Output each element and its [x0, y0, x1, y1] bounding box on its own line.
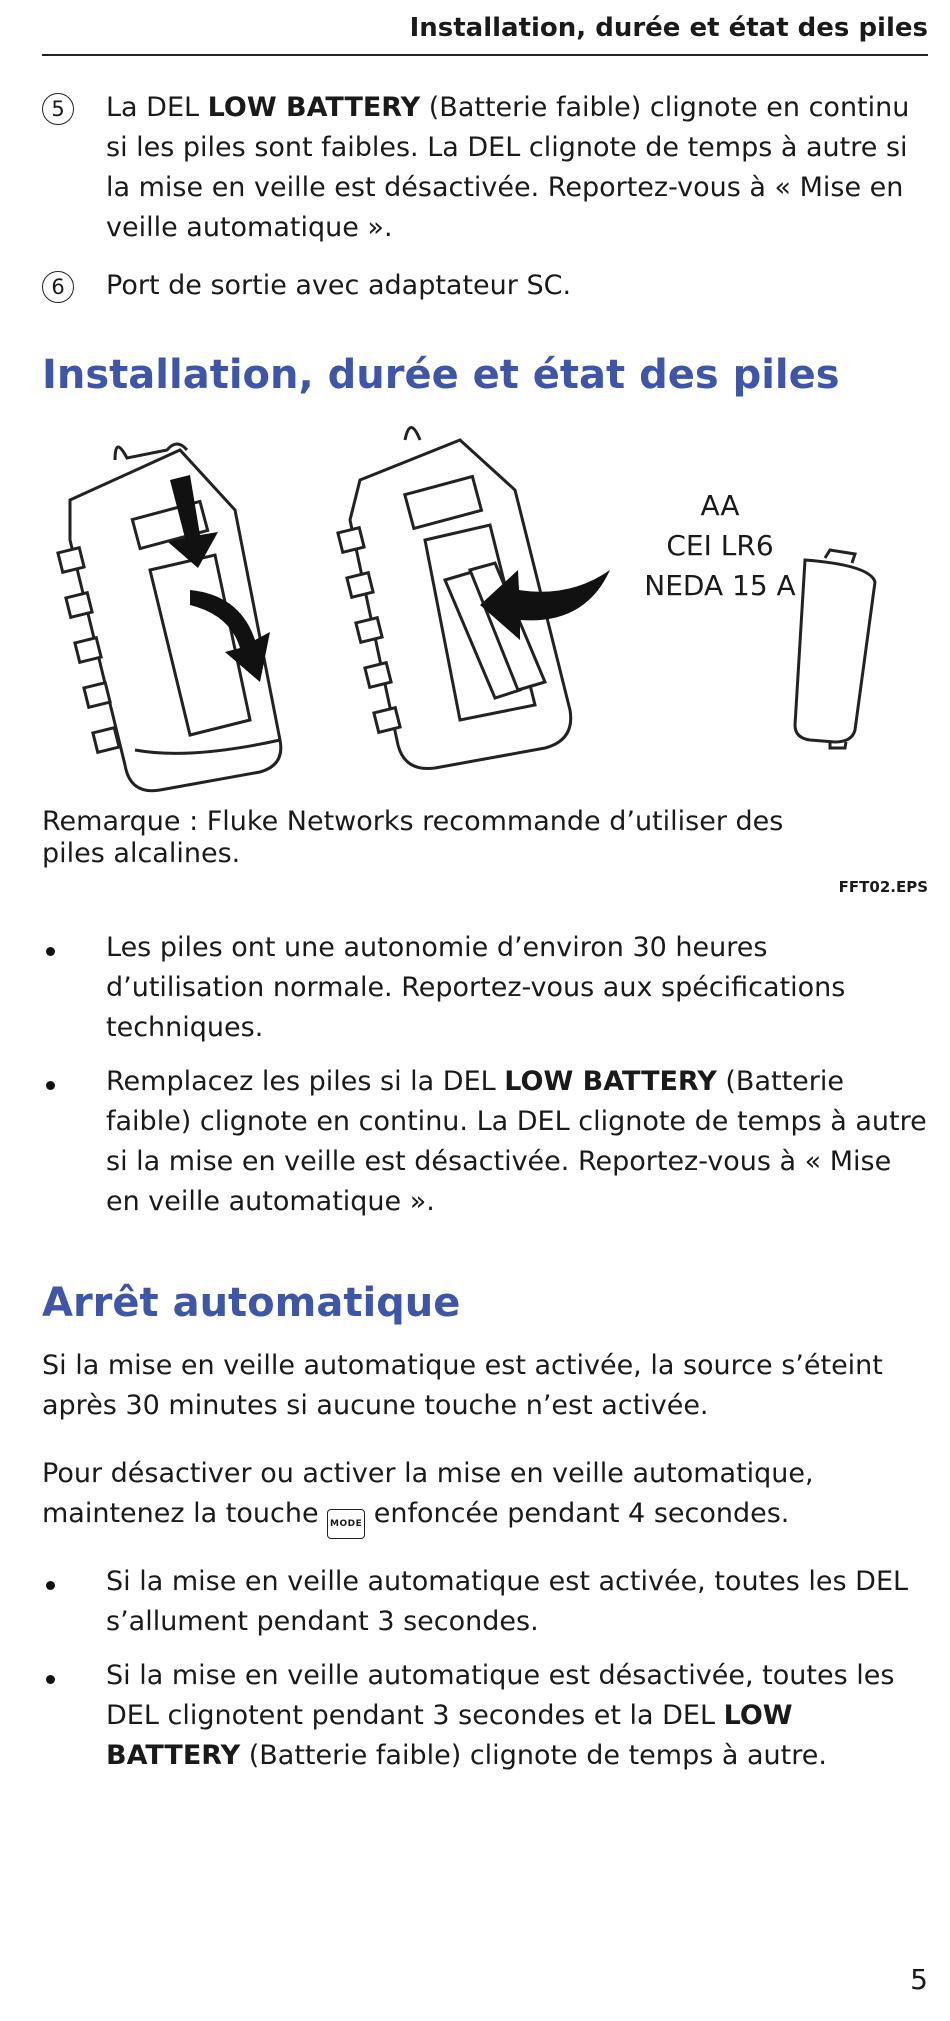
battery-installation-illustration — [40, 420, 920, 800]
bullet-icon — [46, 947, 55, 956]
text-run: Remplacez les piles si la DEL — [106, 1066, 505, 1097]
auto-off-paragraph: Si la mise en veille automatique est activée, la source s’éteint après 30 minutes si aucune touche n’est activée. — [42, 1350, 883, 1421]
section-heading-batteries: Installation, durée et état des piles — [42, 352, 840, 398]
mode-key-icon: MODE — [327, 1509, 365, 1539]
bullet-item — [42, 1562, 930, 1642]
bullet-text — [106, 1656, 930, 1776]
bold-text: LOW BATTERY — [504, 1066, 717, 1097]
bullet-text — [106, 1062, 930, 1222]
item-text — [106, 88, 930, 248]
bullet-icon — [46, 1675, 55, 1684]
numbered-item-5 — [42, 88, 930, 248]
bullet-text — [106, 928, 930, 1048]
circled-number: 5 — [42, 93, 74, 125]
bullet-icon — [46, 1081, 55, 1090]
numbered-item-6 — [42, 266, 930, 306]
paragraph-text: enfoncée pendant 4 secondes. — [365, 1498, 790, 1529]
running-head: Installation, durée et état des piles — [42, 8, 928, 56]
page-number: 5 — [910, 1963, 928, 1996]
battery-spec-line: CEI LR6 — [666, 529, 774, 562]
battery-spec-line: NEDA 15 A — [644, 569, 796, 602]
text-run: Si la mise en veille automatique est désactivée, toutes les DEL clignotent pendant 3 secondes et la DEL — [106, 1660, 895, 1731]
tester-back-device-icon — [58, 444, 281, 791]
bold-text: LOW BATTERY — [106, 1700, 793, 1771]
bullet-icon — [46, 1581, 55, 1590]
text-run: Les piles ont une autonomie d’environ 30 heures d’utilisation normale. Reportez-vous aux spécifications techniques. — [106, 932, 846, 1043]
battery-spec-label — [620, 486, 820, 606]
text-run: La DEL — [106, 92, 208, 123]
paragraph-text: Pour désactiver ou activer la mise en veille automatique, maintenez la touche — [42, 1458, 814, 1529]
text-run: (Batterie faible) clignote en continu. La DEL clignote de temps à autre si la mise en veille est désactivée. Reportez-vous à « Mise en veille automatique ». — [106, 1066, 927, 1217]
bullet-text — [106, 1562, 930, 1642]
text-run: Port de sortie avec adaptateur SC. — [106, 270, 572, 301]
circled-number: 6 — [42, 271, 74, 303]
bold-text: LOW BATTERY — [207, 92, 421, 123]
bullet-item — [42, 928, 930, 1048]
figure-code: FFT02.EPS — [838, 878, 928, 896]
battery-note: Remarque : Fluke Networks recommande d’utiliser des piles alcalines. — [42, 806, 784, 869]
text-run: (Batterie faible) clignote en continu si les piles sont faibles. La DEL clignote de temps à autre si la mise en veille est désactivée. Reportez-vous à « Mise en veille automatique ». — [106, 92, 910, 243]
section-heading-auto-off: Arrêt automatique — [42, 1280, 461, 1326]
mode-key-paragraph — [42, 1454, 910, 1539]
battery-spec-line: AA — [700, 489, 740, 522]
bullet-item — [42, 1656, 930, 1776]
text-run: Si la mise en veille automatique est activée, toutes les DEL s’allument pendant 3 secondes. — [106, 1566, 909, 1637]
text-run: (Batterie faible) clignote de temps à autre. — [240, 1740, 827, 1771]
bullet-item — [42, 1062, 930, 1222]
item-text — [106, 266, 930, 306]
